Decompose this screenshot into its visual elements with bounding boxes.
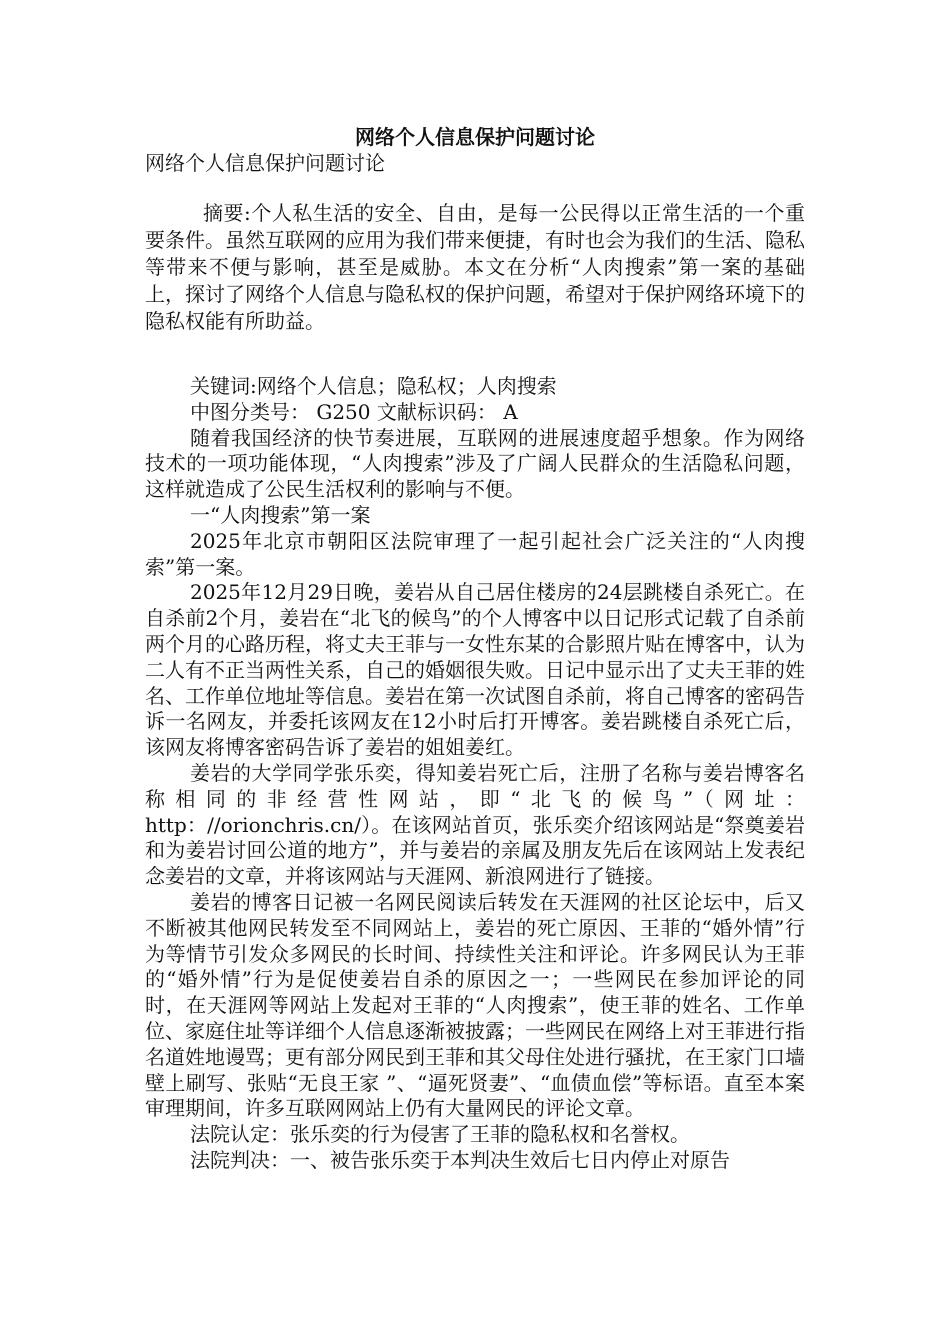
body-text (145, 374, 805, 1174)
document-title: 网络个人信息保护问题讨论 (355, 125, 595, 149)
body-paragraph: 2025年北京市朝阳区法院审理了一起引起社会广泛关注的“人肉搜索”第一案。 (145, 528, 805, 579)
body-paragraph: 姜岩的博客日记被一名网民阅读后转发在天涯网的社区论坛中，后又不断被其他网民转发至不同网站上，姜岩的死亡原因、王菲的“婚外情”行为等情节引发众多网民的长时间、持续性关注和评论。许多网民认为王菲的“婚外情”行为是促使姜岩自杀的原因之一；一些网民在参加评论的同时，在天涯网等网站上发起对王菲的“人肉搜索”，使王菲的姓名、工作单位、家庭住址等详细个人信息逐渐被披露；一些网民在网络上对王菲进行指名道姓地谩骂；更有部分网民到王菲和其父母住处进行骚扰，在王家门口墙壁上刷写、张贴“无良王家 ”、“逼死贤妻”、“血债血偿”等标语。直至本案审理期间，许多互联网网站上仍有大量网民的评论文章。 (145, 889, 805, 1121)
classification-line: 中图分类号： G250 文献标识码： A (190, 399, 518, 424)
court-judgment: 法院判决：一、被告张乐奕于本判决生效后七日内停止对原告 (190, 1147, 730, 1172)
body-paragraph: 姜岩的大学同学张乐奕，得知姜岩死亡后，注册了名称与姜岩博客名称相同的非经营性网站，即“北飞的候鸟”（网址：http：//orionchris.cn/）。在该网站首页，张乐奕介绍该网站是“祭奠姜岩和为姜岩讨回公道的地方”，并与姜岩的亲属及朋友先后在该网站上发表纪念姜岩的文章，并将该网站与天涯网、新浪网进行了链接。 (145, 760, 805, 889)
document-subtitle: 网络个人信息保护问题讨论 (145, 151, 385, 175)
body-paragraph: 随着我国经济的快节奏进展，互联网的进展速度超乎想象。作为网络技术的一项功能体现，“人肉搜索”涉及了广阔人民群众的生活隐私问题，这样就造成了公民生活权利的影响与不便。 (145, 425, 805, 502)
abstract-paragraph: 摘要:个人私生活的安全、自由，是每一公民得以正常生活的一个重要条件。虽然互联网的应用为我们带来便捷，有时也会为我们的生活、隐私等带来不便与影响，甚至是威胁。本文在分析“人肉搜索”第一案的基础上，探讨了网络个人信息与隐私权的保护问题，希望对于保护网络环境下的隐私权能有所助益。 (145, 201, 805, 333)
section-heading: 一“人肉搜索”第一案 (190, 502, 371, 527)
keywords-line: 关键词:网络个人信息；隐私权；人肉搜索 (190, 374, 557, 398)
body-paragraph: 2025年12月29日晚，姜岩从自己居住楼房的24层跳楼自杀死亡。在自杀前2个月，姜岩在“北飞的候鸟”的个人博客中以日记形式记载了自杀前两个月的心路历程，将丈夫王菲与一女性东某的合影照片贴在博客中，认为二人有不正当两性关系，自己的婚姻很失败。日记中显示出了丈夫王菲的姓名、工作单位地址等信息。姜岩在第一次试图自杀前，将自己博客的密码告诉一名网友，并委托该网友在12小时后打开博客。姜岩跳楼自杀死亡后，该网友将博客密码告诉了姜岩的姐姐姜红。 (145, 580, 805, 760)
court-finding: 法院认定：张乐奕的行为侵害了王菲的隐私权和名誉权。 (190, 1122, 690, 1147)
